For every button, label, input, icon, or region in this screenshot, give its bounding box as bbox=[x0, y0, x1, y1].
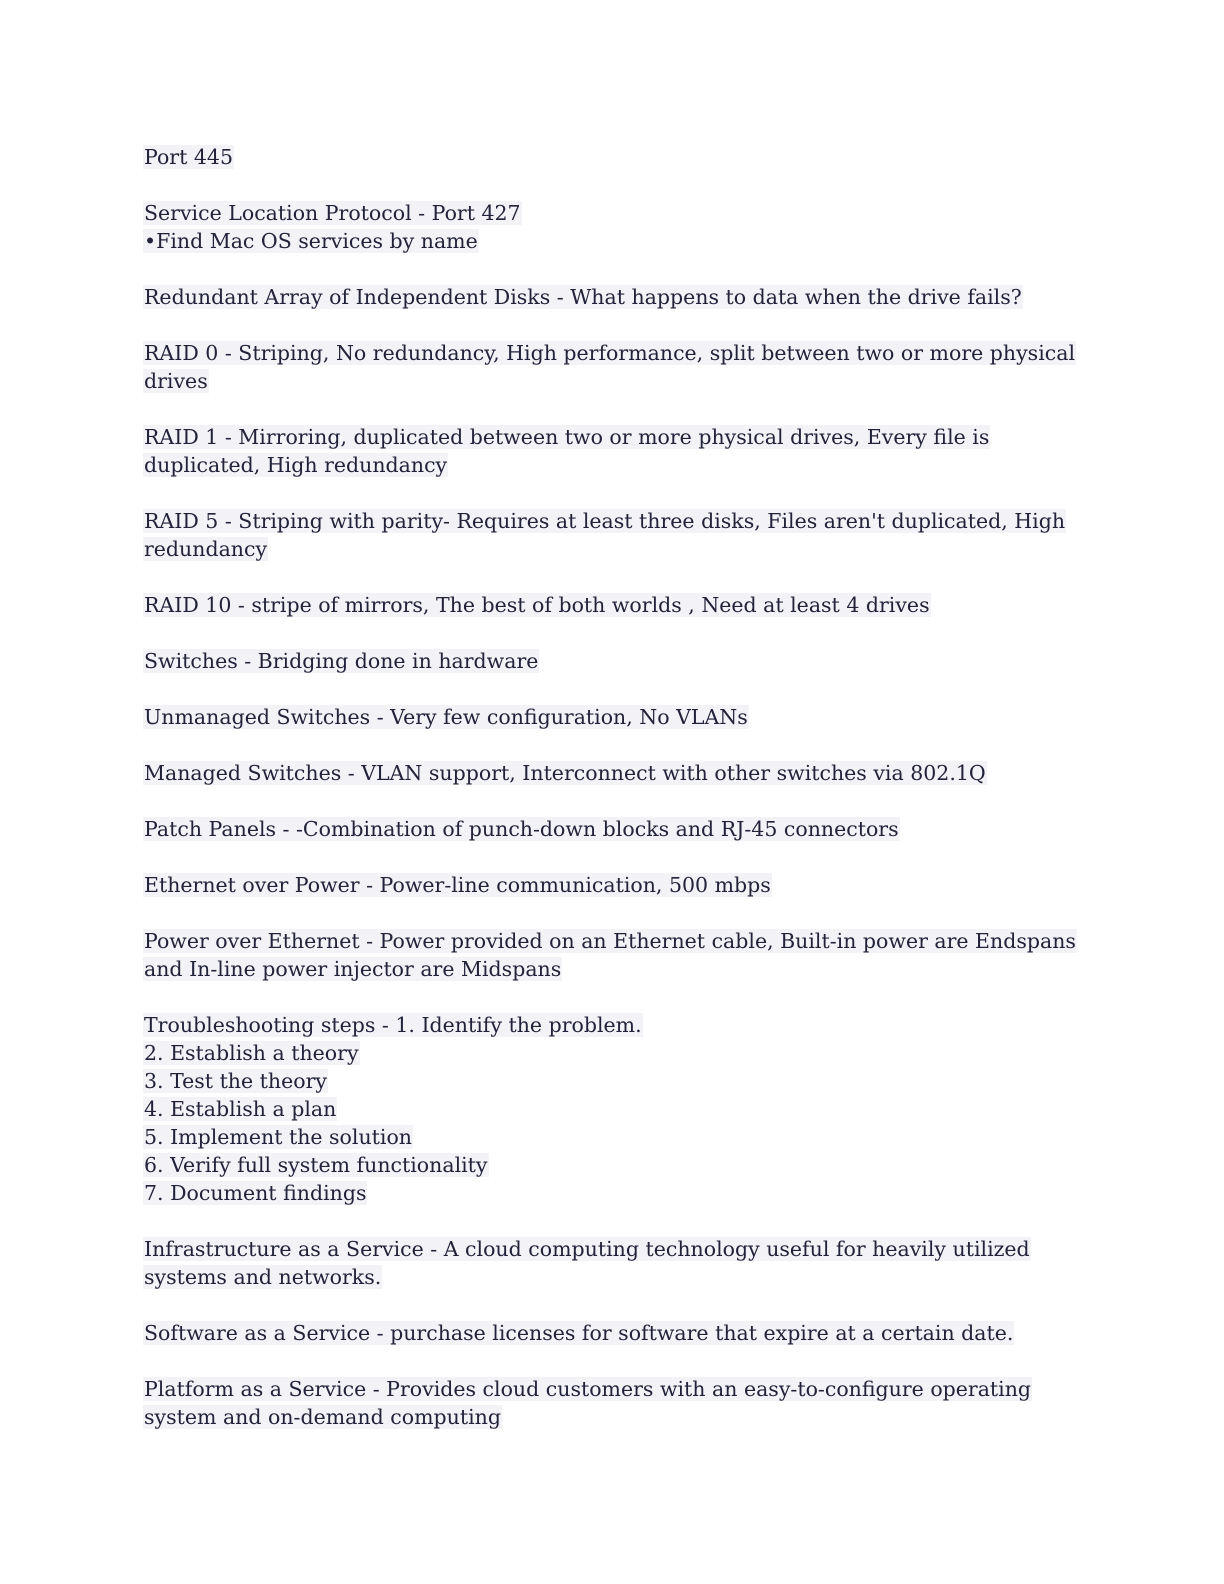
text-line bbox=[143, 647, 1083, 675]
text-line bbox=[143, 1179, 1083, 1207]
text-line-content: redundancy bbox=[144, 537, 268, 561]
paragraph bbox=[143, 703, 1083, 731]
text-line bbox=[143, 927, 1083, 955]
text-line bbox=[143, 871, 1083, 899]
text-line-content: Troubleshooting steps - 1. Identify the problem. bbox=[144, 1013, 642, 1037]
text-line-content: 2. Establish a theory bbox=[144, 1041, 359, 1065]
text-line bbox=[143, 815, 1083, 843]
text-line-content: Ethernet over Power - Power-line communication, 500 mbps bbox=[144, 873, 771, 897]
text-line-content: drives bbox=[144, 369, 208, 393]
text-line-content: duplicated, High redundancy bbox=[144, 453, 448, 477]
paragraph bbox=[143, 1375, 1083, 1431]
paragraph bbox=[143, 927, 1083, 983]
text-line-content: RAID 1 - Mirroring, duplicated between two or more physical drives, Every file is bbox=[144, 425, 990, 449]
text-line bbox=[143, 591, 1083, 619]
text-line bbox=[143, 227, 1083, 255]
text-line bbox=[143, 283, 1083, 311]
text-line-content: Power over Ethernet - Power provided on an Ethernet cable, Built-in power are Endspans bbox=[144, 929, 1076, 953]
text-line-content: Patch Panels - -Combination of punch-down blocks and RJ-45 connectors bbox=[144, 817, 899, 841]
text-line bbox=[143, 1039, 1083, 1067]
text-line bbox=[143, 1095, 1083, 1123]
paragraph bbox=[143, 591, 1083, 619]
text-line-content: Port 445 bbox=[144, 145, 233, 169]
text-line-content: Software as a Service - purchase licenses for software that expire at a certain date. bbox=[144, 1321, 1014, 1345]
text-line bbox=[143, 759, 1083, 787]
text-line-content: 6. Verify full system functionality bbox=[144, 1153, 488, 1177]
text-line bbox=[143, 1151, 1083, 1179]
paragraph bbox=[143, 507, 1083, 563]
paragraph bbox=[143, 815, 1083, 843]
paragraph bbox=[143, 1319, 1083, 1347]
text-line bbox=[143, 143, 1083, 171]
text-line bbox=[143, 199, 1083, 227]
text-line bbox=[143, 339, 1083, 367]
text-line-content: RAID 0 - Striping, No redundancy, High performance, split between two or more physical bbox=[144, 341, 1076, 365]
paragraph bbox=[143, 1011, 1083, 1207]
text-line-content: RAID 5 - Striping with parity- Requires at least three disks, Files aren't duplicated, High bbox=[144, 509, 1066, 533]
text-line bbox=[143, 1263, 1083, 1291]
text-line bbox=[143, 1403, 1083, 1431]
text-line-content: Switches - Bridging done in hardware bbox=[144, 649, 539, 673]
text-line-content: systems and networks. bbox=[144, 1265, 382, 1289]
text-line-content: Redundant Array of Independent Disks - What happens to data when the drive fails? bbox=[144, 285, 1022, 309]
text-line-content: •Find Mac OS services by name bbox=[144, 229, 478, 253]
paragraph bbox=[143, 143, 1083, 171]
text-line-content: RAID 10 - stripe of mirrors, The best of both worlds , Need at least 4 drives bbox=[144, 593, 930, 617]
text-line bbox=[143, 955, 1083, 983]
text-line bbox=[143, 423, 1083, 451]
paragraph bbox=[143, 283, 1083, 311]
text-line-content: system and on-demand computing bbox=[144, 1405, 501, 1429]
text-line bbox=[143, 367, 1083, 395]
document-body bbox=[143, 143, 1083, 1431]
text-line-content: Service Location Protocol - Port 427 bbox=[144, 201, 521, 225]
paragraph bbox=[143, 1235, 1083, 1291]
text-line bbox=[143, 1067, 1083, 1095]
text-line-content: Unmanaged Switches - Very few configuration, No VLANs bbox=[144, 705, 748, 729]
text-line-content: 5. Implement the solution bbox=[144, 1125, 413, 1149]
text-line bbox=[143, 1011, 1083, 1039]
text-line bbox=[143, 1375, 1083, 1403]
text-line bbox=[143, 451, 1083, 479]
text-line-content: 3. Test the theory bbox=[144, 1069, 327, 1093]
paragraph bbox=[143, 871, 1083, 899]
paragraph bbox=[143, 339, 1083, 395]
text-line-content: and In-line power injector are Midspans bbox=[144, 957, 562, 981]
paragraph bbox=[143, 199, 1083, 255]
text-line-content: 7. Document findings bbox=[144, 1181, 367, 1205]
text-line-content: Platform as a Service - Provides cloud customers with an easy-to-configure operating bbox=[144, 1377, 1032, 1401]
text-line bbox=[143, 507, 1083, 535]
paragraph bbox=[143, 423, 1083, 479]
paragraph bbox=[143, 759, 1083, 787]
text-line bbox=[143, 1319, 1083, 1347]
text-line-content: Managed Switches - VLAN support, Interconnect with other switches via 802.1Q bbox=[144, 761, 986, 785]
text-line bbox=[143, 1123, 1083, 1151]
paragraph bbox=[143, 647, 1083, 675]
text-line bbox=[143, 535, 1083, 563]
text-line bbox=[143, 1235, 1083, 1263]
text-line bbox=[143, 703, 1083, 731]
text-line-content: Infrastructure as a Service - A cloud computing technology useful for heavily utilized bbox=[144, 1237, 1030, 1261]
text-line-content: 4. Establish a plan bbox=[144, 1097, 337, 1121]
